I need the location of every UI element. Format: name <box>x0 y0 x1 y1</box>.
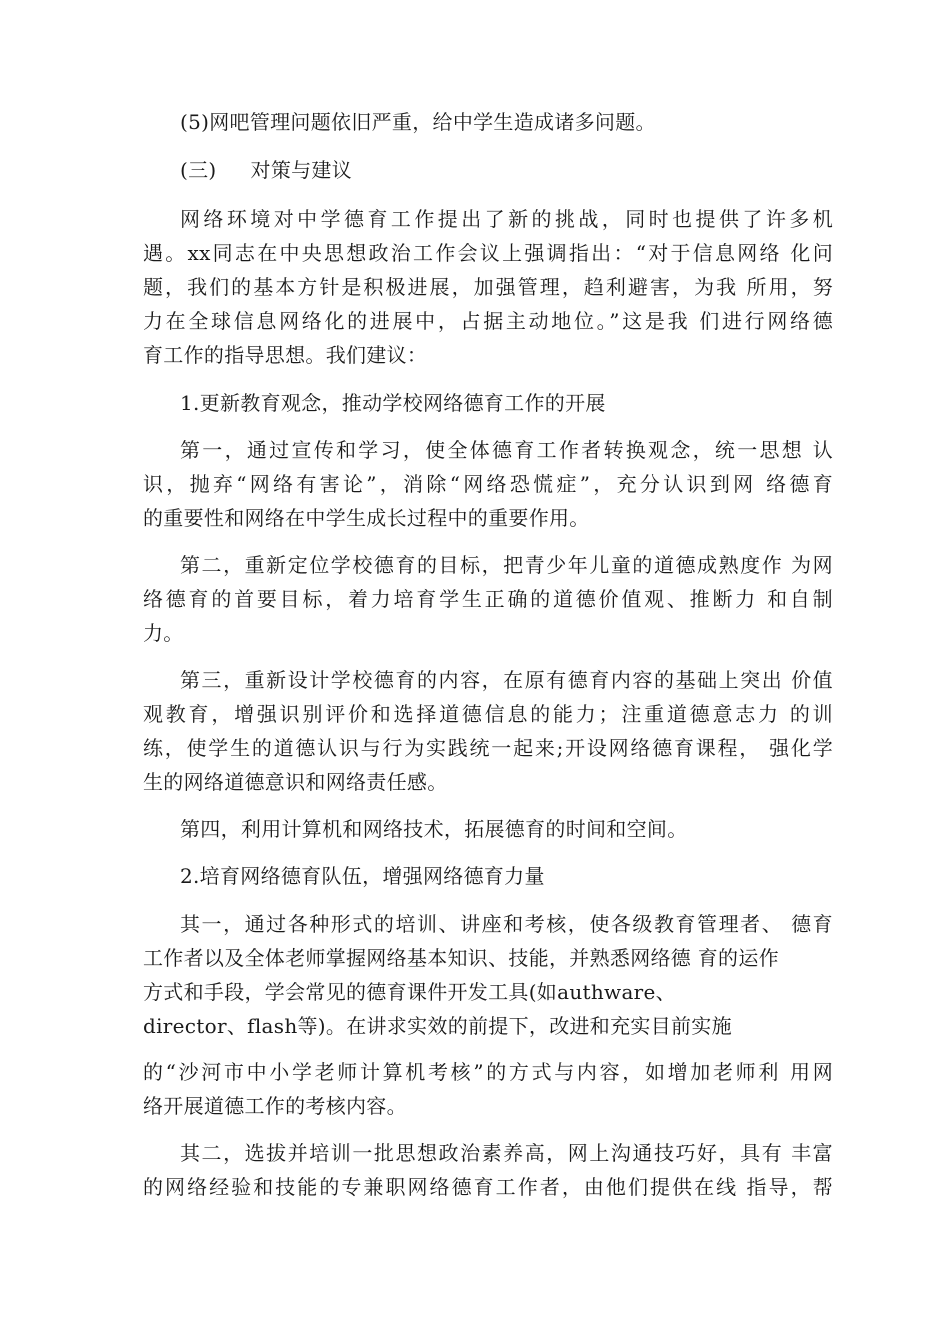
paragraph-line: 生的网络道德意识和网络责任感。 <box>143 770 448 794</box>
paragraph-line: 的“沙河市中小学老师计算机考核”的方式与内容，如增加老师利 用网 <box>143 1060 833 1084</box>
paragraph-line: 题，我们的基本方针是积极进展，加强管理，趋利避害，为我 所用，努 <box>143 275 833 299</box>
section-title: 对策与建议 <box>250 158 353 182</box>
section-number: (三) <box>180 158 217 182</box>
paragraph-line: 其一，通过各种形式的培训、讲座和考核，使各级教育管理者、 德育 <box>180 912 833 936</box>
paragraph-line: 其二，选拔并培训一批思想政治素养高，网上沟通技巧好，具有 丰富 <box>180 1141 833 1165</box>
paragraph-line: 第一，通过宣传和学习，使全体德育工作者转换观念，统一思想 认 <box>180 438 833 462</box>
paragraph-line: 识，抛弃“网络有害论”，消除“网络恐慌症”，充分认识到网 络德育 <box>143 472 833 496</box>
subsection-heading: 1.更新教育观念，推动学校网络德育工作的开展 <box>180 391 606 415</box>
paragraph-line: 第三，重新设计学校德育的内容，在原有德育内容的基础上突出 价值 <box>180 668 833 692</box>
paragraph-line: (5)网吧管理问题依旧严重，给中学生造成诸多问题。 <box>180 110 656 134</box>
paragraph-line: 练，使学生的道德认识与行为实践统一起来;开设网络德育课程， 强化学 <box>143 736 833 760</box>
paragraph-line: 育工作的指导思想。我们建议： <box>143 343 428 367</box>
paragraph-line: 方式和手段，学会常见的德育课件开发工具(如authware、 <box>143 980 676 1004</box>
paragraph-line: 络德育的首要目标，着力培育学生正确的道德价值观、推断力 和自制 <box>143 587 833 611</box>
paragraph-line: director、flash等)。在讲求实效的前提下，改进和充实目前实施 <box>143 1014 732 1038</box>
paragraph-line: 力。 <box>143 621 184 645</box>
paragraph-line: 网络环境对中学德育工作提出了新的挑战，同时也提供了许多机 <box>180 207 833 231</box>
subsection-heading: 2.培育网络德育队伍，增强网络德育力量 <box>180 864 545 888</box>
paragraph-line: 的重要性和网络在中学生成长过程中的重要作用。 <box>143 506 590 530</box>
paragraph-line: 第四，利用计算机和网络技术，拓展德育的时间和空间。 <box>180 817 688 841</box>
paragraph-line: 力在全球信息网络化的进展中，占据主动地位。”这是我 们进行网络德 <box>143 309 833 333</box>
paragraph-line: 工作者以及全体老师掌握网络基本知识、技能，并熟悉网络德 育的运作 <box>143 946 779 970</box>
paragraph-line: 第二，重新定位学校德育的目标，把青少年儿童的道德成熟度作 为网 <box>180 553 833 577</box>
paragraph-line: 观教育，增强识别评价和选择道德信息的能力；注重道德意志力 的训 <box>143 702 833 726</box>
paragraph-line: 络开展道德工作的考核内容。 <box>143 1094 407 1118</box>
paragraph-line: 的网络经验和技能的专兼职网络德育工作者，由他们提供在线 指导，帮 <box>143 1175 833 1199</box>
paragraph-line: 遇。xx同志在中央思想政治工作会议上强调指出：“对于信息网络 化问 <box>143 241 833 265</box>
section-heading <box>180 156 833 184</box>
